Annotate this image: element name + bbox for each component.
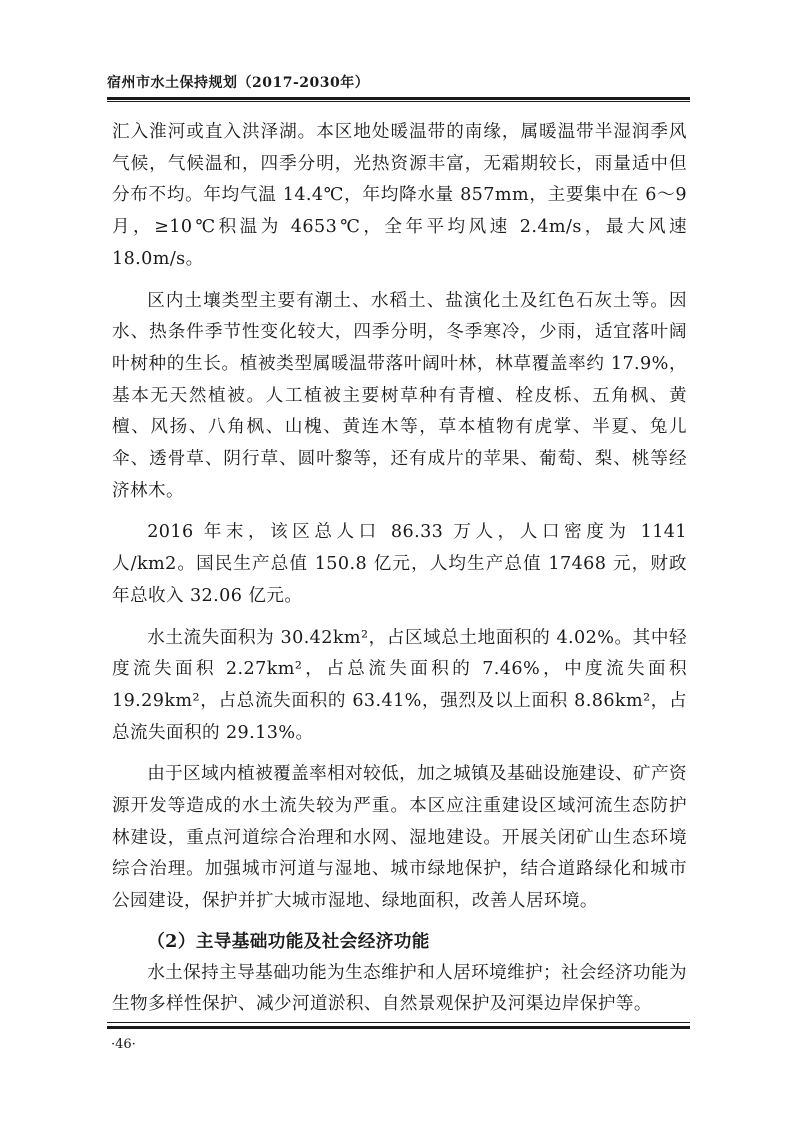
footer-rule-thin (107, 1022, 690, 1023)
footer-rule-thick (107, 1026, 690, 1029)
document-body (112, 117, 687, 1021)
paragraph-climate: 汇入淮河或直入洪泽湖。本区地处暖温带的南缘，属暖温带半湿润季风气候，气候温和，四季分明，光热资源丰富，无霜期较长，雨量适中但分布不均。年均气温 14.4℃，年均降水量 857mm，主要集中在 6～9 月，≥10℃积温为 4653℃，全年平均风速 2.4m/s，最大风速 18.0m/s。 (112, 122, 687, 269)
paragraph-governance: 由于区域内植被覆盖率相对较低，加之城镇及基础设施建设、矿产资源开发等造成的水土流失较为严重。本区应注重建设区域河流生态防护林建设，重点河道综合治理和水网、湿地建设。开展关闭矿山生态环境综合治理。加强城市河道与湿地、城市绿地保护，结合道路绿化和城市公园建设，保护并扩大城市湿地、绿地面积，改善人居环境。 (112, 764, 688, 912)
paragraph-soil-vegetation: 区内土壤类型主要有潮土、水稻土、盐演化土及红色石灰土等。因水、热条件季节性变化较大，四季分明，冬季寒冷，少雨，适宜落叶阔叶树种的生长。植被类型属暖温带落叶阔叶林，林草覆盖率约 17.9%，基本无天然植被。人工植被主要树草种有青檀、栓皮栎、五角枫、黄檀、风扬、八角枫、山槐、黄连木等，草本植物有虎掌、半夏、兔儿伞、透骨草、阴行草、圆叶黎等，还有成片的苹果、葡萄、梨、桃等经济林木。 (112, 290, 687, 501)
header-rule-thin (107, 101, 690, 102)
section-subheading: （2）主导基础功能及社会经济功能 (147, 930, 430, 952)
header-rule-thick (107, 97, 690, 100)
paragraph-functions: 水土保持主导基础功能为生态维护和人居环境维护；社会经济功能为生物多样性保护、减少河道淤积、自然景观保护及河渠边岸保护等。 (112, 962, 688, 1015)
page-number: ·46· (111, 1037, 136, 1052)
paragraph-soil-erosion: 水土流失面积为 30.42km²，占区域总土地面积的 4.02%。其中轻度流失面积 2.27km²，占总流失面积的 7.46%，中度流失面积 19.29km²，占总流失面积的 63.41%，强烈及以上面积 8.86km²，占总流失面积的 29.13%。 (112, 627, 687, 743)
running-header-title: 宿州市水土保持规划（2017-2030年） (107, 75, 370, 91)
paragraph-population-economy: 2016 年末，该区总人口 86.33 万人，人口密度为 1141 人/km2。国民生产总值 150.8 亿元，人均生产总值 17468 元，财政年总收入 32.06 亿元。 (112, 522, 687, 606)
